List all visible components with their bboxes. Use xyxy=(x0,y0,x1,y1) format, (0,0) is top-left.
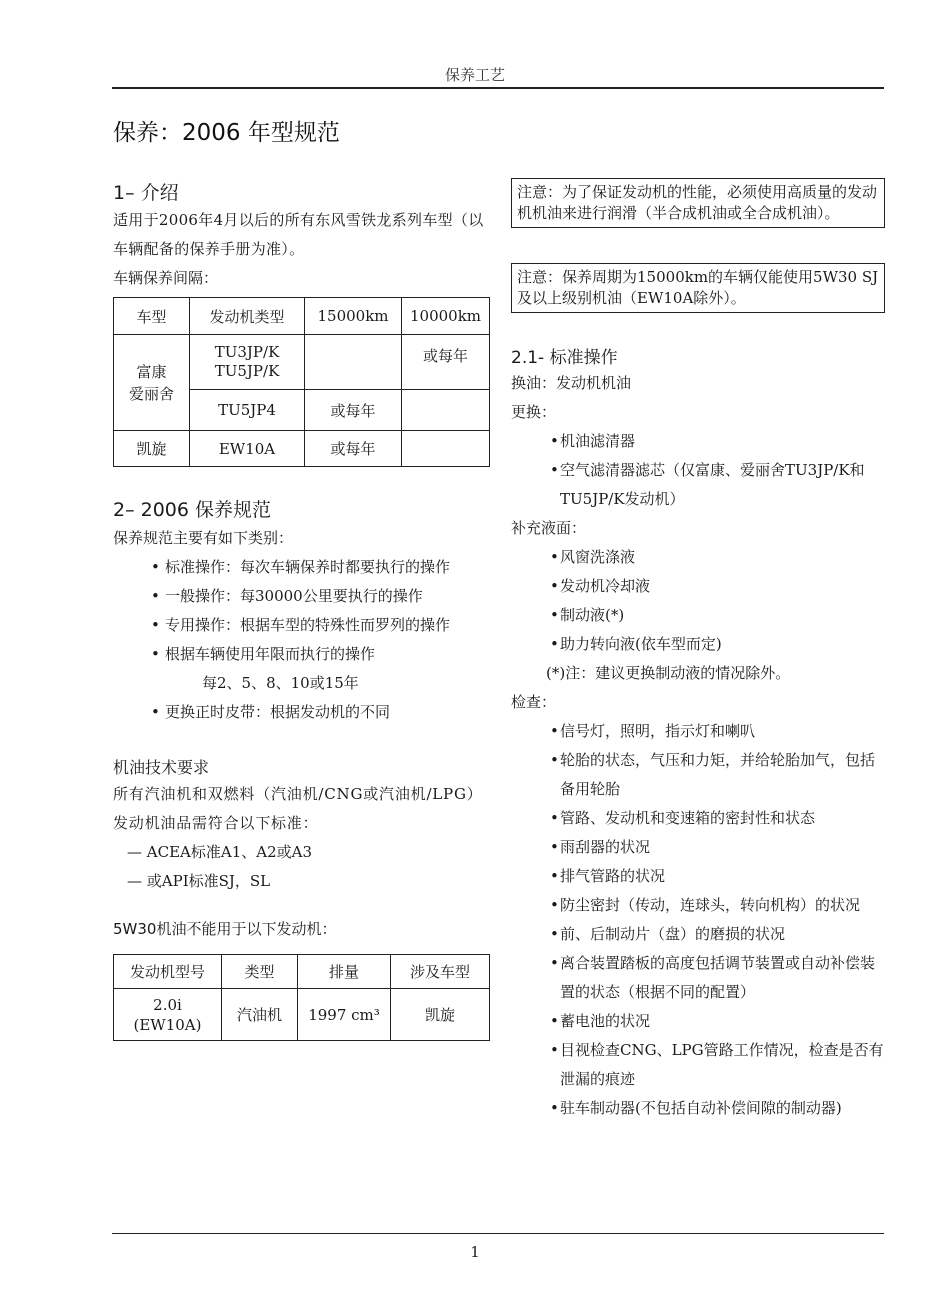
table-header-cell: 排量 xyxy=(298,955,391,989)
list-item: • 离合装置踏板的高度包括调节装置或自动补偿装置的状态（根据不同的配置） xyxy=(550,954,876,1001)
page-title: 保养：2006 年型规范 xyxy=(113,120,340,146)
table-header-row xyxy=(114,955,490,989)
fill-label: 补充液面： xyxy=(511,519,587,537)
note-text: 保养周期为15000km的车辆仅能使用5W30 SJ及以上级别机油（EW10A除外）。 xyxy=(517,268,879,307)
spec-heading: 2– 2006 保养规范 xyxy=(113,499,272,521)
page-number: 1 xyxy=(470,1243,480,1261)
table-cell: 或每年 xyxy=(305,431,402,467)
years-line: 每2、5、8、10或15年 xyxy=(202,674,359,692)
table-row xyxy=(114,989,490,1041)
list-item: • 防尘密封（传动，连球头，转向机构）的状况 xyxy=(550,896,861,914)
table-cell xyxy=(402,390,490,431)
list-item: • 空气滤清器滤芯（仅富康、爱丽舍TU3JP/K和TU5JP/K发动机） xyxy=(550,461,865,508)
table-cell: 汽油机 xyxy=(222,989,298,1041)
spec-list xyxy=(151,553,490,669)
replace-list xyxy=(550,427,885,514)
list-item: • 轮胎的状态，气压和力矩，并给轮胎加气，包括备用轮胎 xyxy=(550,751,876,798)
table-header-cell: 涉及车型 xyxy=(391,955,490,989)
note-box-interval xyxy=(511,263,885,313)
note-text: 为了保证发动机的性能，必须使用高质量的发动机机油来进行润滑（半合成机油或全合成机油）。 xyxy=(517,183,878,222)
table-cell xyxy=(402,431,490,467)
list-item: • 一般操作：每30000公里要执行的操作 xyxy=(151,587,423,605)
interval-label: 车辆保养间隔： xyxy=(113,269,219,287)
table-header-cell: 发动机类型 xyxy=(190,298,305,335)
table-header-cell: 15000km xyxy=(305,298,402,335)
oil-std-2: — 或API标准SJ，SL xyxy=(127,872,271,890)
list-item: • 雨刮器的状况 xyxy=(550,838,651,856)
check-label: 检查： xyxy=(511,693,557,711)
intro-heading: 1– 介绍 xyxy=(113,182,179,204)
list-item: • 标准操作：每次车辆保养时都要执行的操作 xyxy=(151,558,451,576)
table-cell xyxy=(305,335,402,390)
oil-heading: 机油技术要求 xyxy=(113,758,210,777)
note-label: 注意： xyxy=(517,183,563,201)
check-list xyxy=(550,717,885,1123)
list-item: • 助力转向液(依车型而定) xyxy=(550,635,722,653)
table-cell: 或每年 xyxy=(305,390,402,431)
fill-list xyxy=(550,543,885,659)
right-column xyxy=(511,178,885,1123)
table-cell-model: 富康 爱丽舍 xyxy=(114,335,190,431)
spec-subheading: 保养规范主要有如下类别： xyxy=(113,529,294,547)
left-column xyxy=(113,178,490,1041)
list-item: • 目视检查CNG、LPG管路工作情况，检查是否有泄漏的痕迹 xyxy=(550,1041,884,1088)
table-cell: 凯旋 xyxy=(391,989,490,1041)
list-item: • 更换正时皮带：根据发动机的不同 xyxy=(151,703,391,721)
list-item: • 蓄电池的状况 xyxy=(550,1012,651,1030)
table-header-cell: 类型 xyxy=(222,955,298,989)
list-item: • 信号灯，照明，指示灯和喇叭 xyxy=(550,722,756,740)
table-header-cell: 10000km xyxy=(402,298,490,335)
intro-text: 适用于2006年4月以后的所有东风雪铁龙系列车型（以车辆配备的保养手册为准）。 xyxy=(113,211,484,258)
oil-text: 所有汽油机和双燃料（汽油机/CNG或汽油机/LPG）发动机油品需符合以下标准： xyxy=(113,785,483,832)
replace-label: 更换： xyxy=(511,403,557,421)
page-header: 保养工艺 xyxy=(444,66,505,84)
restrict-table xyxy=(113,954,490,1041)
list-item: • 根据车辆使用年限而执行的操作 xyxy=(151,645,376,663)
interval-table xyxy=(113,297,490,467)
table-cell-model: 凯旋 xyxy=(114,431,190,467)
note-box-quality xyxy=(511,178,885,228)
list-item: • 前、后制动片（盘）的磨损的状况 xyxy=(550,925,786,943)
table-header-cell: 发动机型号 xyxy=(114,955,222,989)
spec-list-last xyxy=(151,698,490,727)
table-cell: 1997 cm³ xyxy=(298,989,391,1041)
list-item: • 排气管路的状况 xyxy=(550,867,666,885)
table-header-row xyxy=(114,298,490,335)
list-item: • 驻车制动器(不包括自动补偿间隙的制动器) xyxy=(550,1099,842,1117)
table-cell: 或每年 xyxy=(402,335,490,390)
table-header-cell: 车型 xyxy=(114,298,190,335)
list-item: • 制动液(*) xyxy=(550,606,625,624)
table-row xyxy=(114,335,490,390)
list-item: • 风窗洗涤液 xyxy=(550,548,636,566)
table-cell: 2.0i (EW10A) xyxy=(114,989,222,1041)
note-label: 注意： xyxy=(517,268,563,286)
restrict-heading: 5W30机油不能用于以下发动机： xyxy=(113,920,337,938)
table-cell-engine: EW10A xyxy=(190,431,305,467)
oil-std-1: — ACEA标准A1、A2或A3 xyxy=(127,843,312,861)
list-item: • 发动机冷却液 xyxy=(550,577,651,595)
list-item: • 管路、发动机和变速箱的密封性和状态 xyxy=(550,809,816,827)
table-cell-engine: TU3JP/K TU5JP/K xyxy=(190,335,305,390)
header-rule xyxy=(112,87,884,89)
fill-note: (*)注：建议更换制动液的情况除外。 xyxy=(546,664,791,682)
oil-change-line: 换油：发动机机油 xyxy=(511,374,632,392)
footer-rule xyxy=(112,1233,884,1234)
table-cell-engine: TU5JP4 xyxy=(190,390,305,431)
list-item: • 机油滤清器 xyxy=(550,432,636,450)
list-item: • 专用操作：根据车型的特殊性而罗列的操作 xyxy=(151,616,451,634)
table-row xyxy=(114,431,490,467)
standard-ops-heading: 2.1- 标准操作 xyxy=(511,348,618,368)
